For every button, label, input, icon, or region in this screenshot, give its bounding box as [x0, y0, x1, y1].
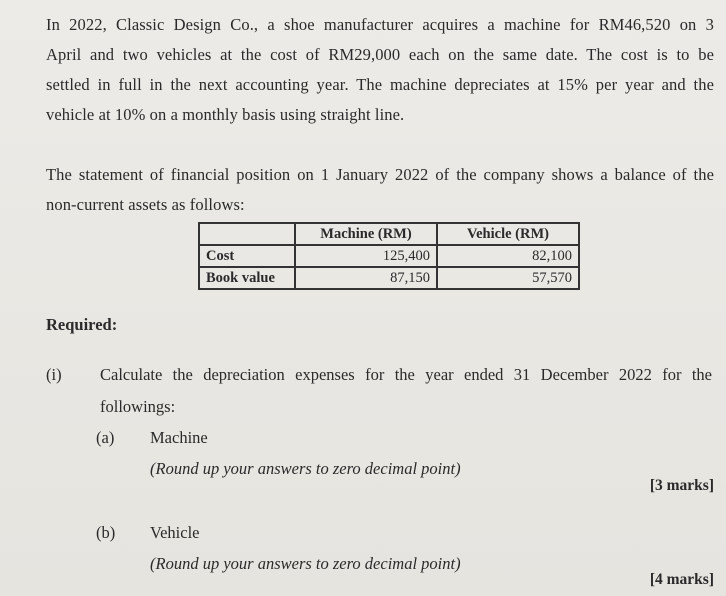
cell-vehicle-cost: 82,100 — [437, 245, 579, 267]
question-number-i: (i) — [46, 365, 62, 384]
part-b-marks: [4 marks] — [649, 571, 714, 588]
cell-machine-cost: 125,400 — [295, 245, 437, 267]
question-i-line1: Calculate the depreciation expenses for the year ended 31 December 2022 for the — [100, 365, 712, 384]
statement-line: The statement of financial position on 1 January 2022 of the company shows a balance of the — [46, 165, 714, 184]
table-header-machine: Machine (RM) — [295, 223, 437, 245]
intro-line: April and two vehicles at the cost of RM29,000 each on the same date. The cost is to be — [46, 45, 714, 64]
table-header-row — [199, 223, 579, 245]
part-a-number: (a) — [96, 428, 115, 447]
table-header-vehicle: Vehicle (RM) — [437, 223, 579, 245]
assets-table — [198, 222, 580, 290]
question-i-line2: followings: — [100, 397, 176, 416]
part-b-number: (b) — [96, 523, 116, 542]
intro-paragraph — [46, 10, 714, 130]
intro-line: In 2022, Classic Design Co., a shoe manufacturer acquires a machine for RM46,520 on 3 — [46, 15, 714, 34]
intro-line: settled in full in the next accounting year. The machine depreciates at 15% per year and the — [46, 75, 714, 94]
required-heading: Required: — [46, 315, 118, 334]
part-a-label: Machine — [150, 428, 208, 447]
cell-machine-book-value: 87,150 — [295, 267, 437, 289]
row-label-cost: Cost — [199, 245, 295, 267]
cell-vehicle-book-value: 57,570 — [437, 267, 579, 289]
statement-paragraph — [46, 160, 714, 220]
part-b-label: Vehicle — [150, 523, 200, 542]
row-label-book-value: Book value — [199, 267, 295, 289]
intro-line: vehicle at 10% on a monthly basis using straight line. — [46, 105, 405, 124]
part-a-note: (Round up your answers to zero decimal point) — [150, 459, 461, 478]
table-header-blank — [199, 223, 295, 245]
part-b-note: (Round up your answers to zero decimal point) — [150, 554, 461, 573]
assets-table-wrap — [198, 222, 580, 290]
table-row — [199, 245, 579, 267]
part-a-marks: [3 marks] — [649, 477, 714, 494]
statement-line: non-current assets as follows: — [46, 195, 245, 214]
table-row — [199, 267, 579, 289]
